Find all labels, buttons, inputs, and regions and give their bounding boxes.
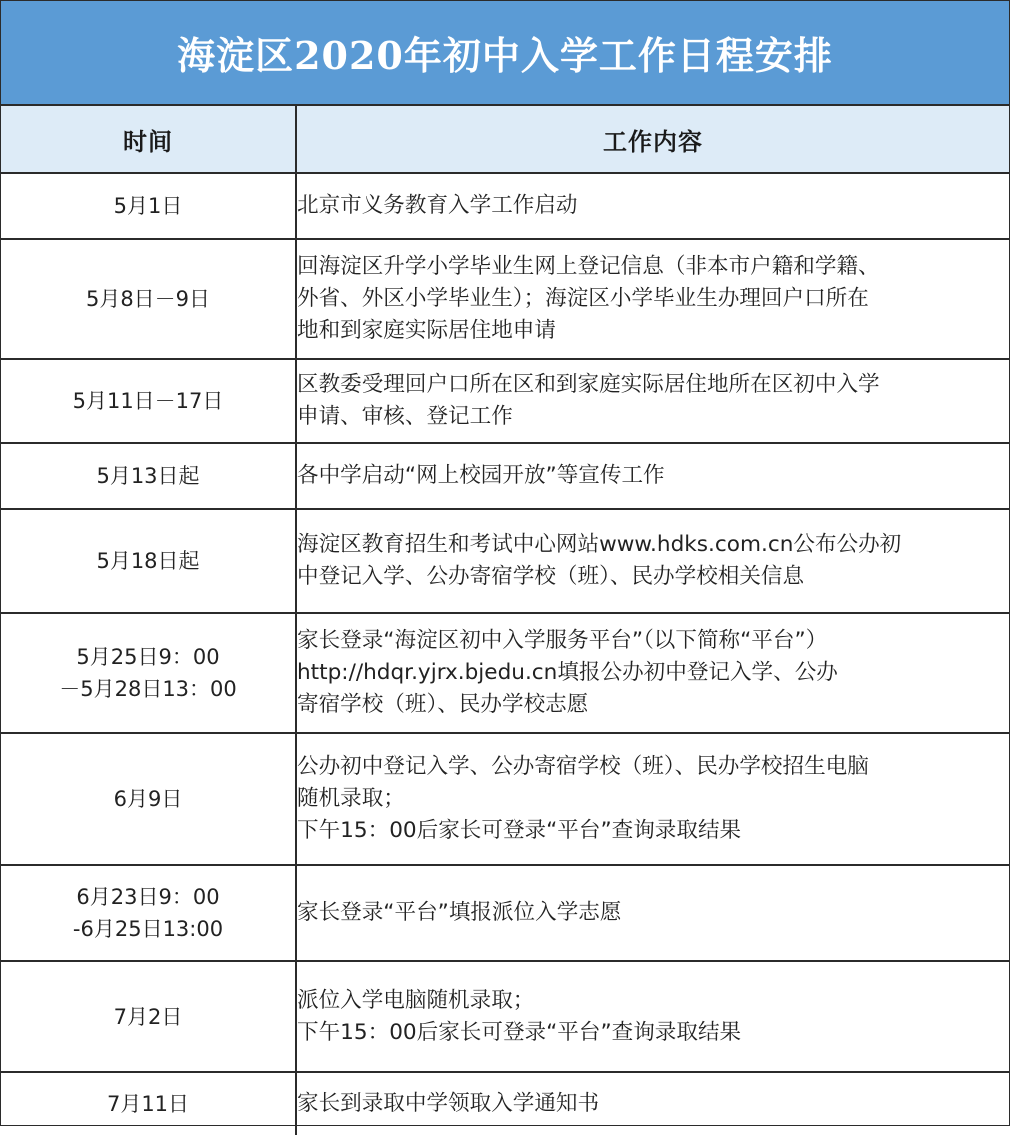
date-text: 5月13日起: [96, 464, 200, 488]
date-text: 5月25日9：00: [76, 645, 220, 669]
content-text: 寄宿学校（班）、民办学校志愿: [297, 692, 589, 717]
date-text: -6月25日13:00: [72, 917, 224, 941]
date-cell: [1, 733, 296, 865]
date-text: －5月28日13：00: [59, 677, 237, 701]
table-row: [1, 443, 1009, 509]
date-text: 5月11日－17日: [72, 389, 224, 413]
table-row: [1, 359, 1009, 443]
column-header-date: 时间: [1, 106, 296, 173]
content-cell: [296, 443, 1009, 509]
content-text: 区教委受理回户口所在区和到家庭实际居住地所在区初中入学: [297, 372, 880, 397]
content-text: 外省、外区小学毕业生）；海淀区小学毕业生办理回户口所在: [297, 286, 869, 311]
column-header-content: 工作内容: [296, 106, 1009, 173]
date-cell: [1, 173, 296, 239]
content-cell: [296, 865, 1009, 961]
date-cell: [1, 359, 296, 443]
content-cell: [296, 359, 1009, 443]
table-header-row: [1, 106, 1009, 173]
content-cell: [296, 239, 1009, 359]
content-text: 派位入学电脑随机录取；: [297, 987, 535, 1013]
content-text: 北京市义务教育入学工作启动: [297, 193, 578, 218]
content-text: 公办初中登记入学、公办寄宿学校（班）、民办学校招生电脑: [297, 754, 869, 779]
content-text: 回海淀区升学小学毕业生网上登记信息（非本市户籍和学籍、: [297, 254, 880, 279]
date-text: 5月8日－9日: [85, 287, 211, 311]
content-text: 家长登录“海淀区初中入学服务平台”（以下简称“平台”）: [297, 628, 828, 653]
table-row: [1, 239, 1009, 359]
schedule-table: [1, 106, 1009, 1135]
table-row: [1, 961, 1009, 1072]
content-cell: [296, 509, 1009, 613]
content-text: 地和到家庭实际居住地申请: [297, 318, 556, 343]
date-cell: [1, 239, 296, 359]
date-text: 7月11日: [106, 1092, 190, 1116]
date-text: 5月18日起: [96, 549, 200, 573]
table-body: [1, 173, 1009, 1135]
date-cell: [1, 509, 296, 613]
date-cell: [1, 865, 296, 961]
table-row: [1, 173, 1009, 239]
content-text: 申请、审核、登记工作: [297, 404, 513, 429]
content-cell: [296, 173, 1009, 239]
content-text: 家长登录“平台”填报派位入学志愿: [297, 900, 622, 925]
table-row: [1, 865, 1009, 961]
content-text: http://hdqr.yjrx.bjedu.cn填报公办初中登记入学、公办: [297, 660, 838, 685]
date-text: 5月1日: [113, 194, 183, 218]
content-cell: [296, 613, 1009, 733]
table-row: [1, 733, 1009, 865]
date-cell: [1, 613, 296, 733]
table-row: [1, 613, 1009, 733]
content-text: 下午15：00后家长可登录“平台”查询录取结果: [297, 818, 742, 843]
content-text: 下午15：00后家长可登录“平台”查询录取结果: [297, 1019, 742, 1045]
content-cell: [296, 961, 1009, 1072]
date-text: 7月2日: [113, 1004, 183, 1029]
page-title: 海淀区2020年初中入学工作日程安排: [177, 33, 833, 78]
table-row: [1, 509, 1009, 613]
content-text: 随机录取；: [297, 786, 405, 811]
date-text: 6月9日: [113, 787, 183, 811]
date-cell: [1, 961, 296, 1072]
content-text: 各中学启动“网上校园开放”等宣传工作: [297, 463, 665, 488]
title-bar: [1, 1, 1009, 106]
date-cell: [1, 443, 296, 509]
content-cell: [296, 733, 1009, 865]
content-text: 家长到录取中学领取入学通知书: [297, 1091, 600, 1116]
content-text: 海淀区教育招生和考试中心网站www.hdks.com.cn公布公办初: [297, 532, 902, 557]
date-text: 6月23日9：00: [76, 885, 220, 909]
content-text: 中登记入学、公办寄宿学校（班）、民办学校相关信息: [297, 564, 805, 589]
